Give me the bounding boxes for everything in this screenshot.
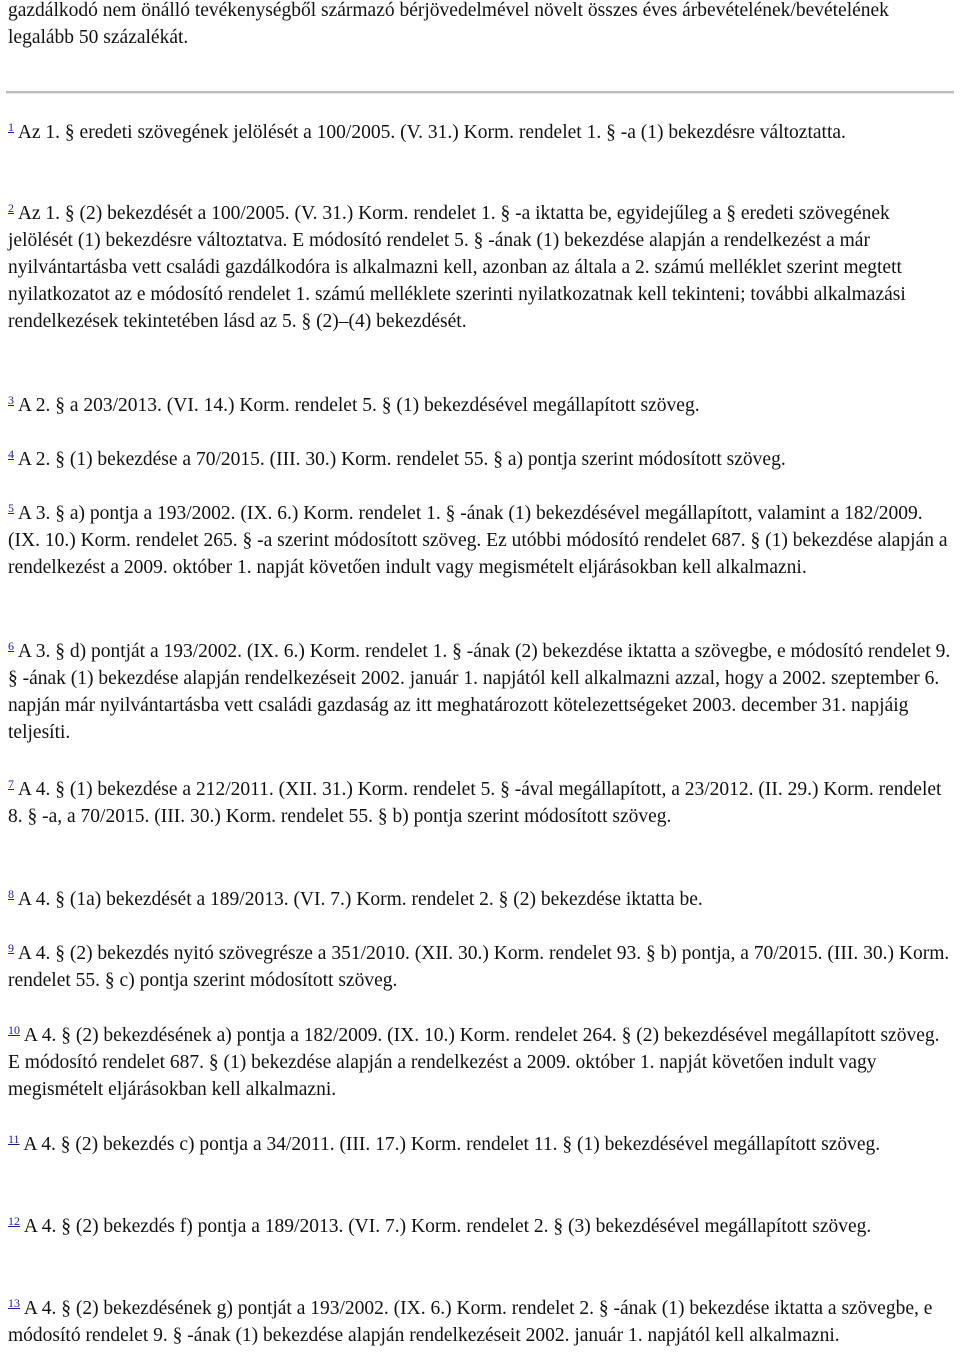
footnote-2 [8, 200, 952, 335]
footnote-number-link[interactable]: 10 [8, 1023, 20, 1037]
footnote-9 [8, 940, 952, 994]
footnote-text: A 4. § (2) bekezdés nyitó szövegrésze a 351/2010. (XII. 30.) Korm. rendelet 93. § b) pontja, a 70/2015. (III. 30.) Korm. rendelet 55. § c) pontja szerint módosított szöveg. [8, 943, 950, 991]
footnote-number-link[interactable]: 7 [8, 777, 14, 791]
footnote-number-link[interactable]: 6 [8, 639, 14, 653]
footnote-text: A 4. § (2) bekezdés f) pontja a 189/2013. (VI. 7.) Korm. rendelet 2. § (3) bekezdésével megállapított szöveg. [23, 1216, 872, 1237]
footnote-text: A 4. § (2) bekezdés c) pontja a 34/2011. (III. 17.) Korm. rendelet 11. § (1) bekezdésével megállapított szöveg. [23, 1134, 881, 1155]
footnote-text: A 2. § (1) bekezdése a 70/2015. (III. 30.) Korm. rendelet 55. § a) pontja szerint módosított szöveg. [17, 449, 786, 470]
footnote-text: A 4. § (1a) bekezdését a 189/2013. (VI. 7.) Korm. rendelet 2. § (2) bekezdése iktatta be. [17, 889, 703, 910]
footnote-6 [8, 638, 952, 746]
footnote-8 [8, 886, 952, 913]
footnote-number-link[interactable]: 13 [8, 1296, 20, 1310]
footnote-5 [8, 500, 952, 581]
footnote-number-link[interactable]: 4 [8, 447, 14, 461]
footnote-7 [8, 776, 952, 830]
footnote-3 [8, 392, 952, 419]
footnote-separator [6, 91, 954, 94]
footnote-number-link[interactable]: 5 [8, 501, 14, 515]
footnote-11 [8, 1131, 952, 1158]
footnote-4 [8, 446, 952, 473]
lead-paragraph: gazdálkodó nem önálló tevékenységből származó bérjövedelmével növelt összes éves árbevételének/bevételének legalább 50 százalékát. [8, 0, 889, 48]
footnote-1 [8, 119, 952, 146]
footnote-number-link[interactable]: 8 [8, 887, 14, 901]
footnote-text: A 4. § (2) bekezdésének g) pontját a 193/2002. (IX. 6.) Korm. rendelet 2. § -ának (1) bekezdése iktatta a szövegbe, e módosító rendelet 9. § -ának (1) bekezdése alapján rendelkezéseit 2002. január 1. napjától kell alkalmazni. [8, 1298, 933, 1346]
footnote-12 [8, 1213, 952, 1240]
footnote-text: A 3. § d) pontját a 193/2002. (IX. 6.) Korm. rendelet 1. § -ának (2) bekezdése iktatta a szövegbe, e módosító rendelet 9. § -ának (1) bekezdése alapján rendelkezéseit 2002. január 1. napjától kell alkalmazni azzal, hogy a 2002. szeptember 6. napján már nyilvántartásba vett családi gazdaság az itt meghatározott kötelezettségeket 2003. december 31. napjáig teljesíti. [8, 641, 951, 743]
footnote-number-link[interactable]: 1 [8, 120, 14, 134]
footnote-number-link[interactable]: 9 [8, 941, 14, 955]
footnote-number-link[interactable]: 2 [8, 201, 14, 215]
footnote-text: Az 1. § (2) bekezdését a 100/2005. (V. 31.) Korm. rendelet 1. § -a iktatta be, egyidejűleg a § eredeti szövegének jelölését (1) bekezdésre változtatva. E módosító rendelet 5. § -ának (1) bekezdése alapján a rendelkezést a már nyilvántartásba vett családi gazdálkodóra is alkalmazni kell, azonban az általa a 2. számú melléklet szerint megtett nyilatkozatot az e módosító rendelet 1. számú melléklete szerinti nyilatkozatnak kell tekinteni; további alkalmazási rendelkezések tekintetében lásd az 5. § (2)–(4) bekezdését. [8, 203, 906, 332]
footnote-number-link[interactable]: 12 [8, 1214, 20, 1228]
footnote-13 [8, 1295, 952, 1349]
footnote-text: A 4. § (2) bekezdésének a) pontja a 182/2009. (IX. 10.) Korm. rendelet 264. § (2) bekezdésével megállapított szöveg. E módosító rendelet 687. § (1) bekezdése alapján a rendelkezést a 2009. október 1. napját követően indult vagy megismételt eljárásokban kell alkalmazni. [8, 1025, 940, 1100]
footnote-text: A 3. § a) pontja a 193/2002. (IX. 6.) Korm. rendelet 1. § -ának (1) bekezdésével megállapított, valamint a 182/2009. (IX. 10.) Korm. rendelet 265. § -a szerint módosított szöveg. Ez utóbbi módosító rendelet 687. § (1) bekezdése alapján a rendelkezést a 2009. október 1. napját követően indult vagy megismételt eljárásokban kell alkalmazni. [8, 503, 948, 578]
footnote-text: A 4. § (1) bekezdése a 212/2011. (XII. 31.) Korm. rendelet 5. § -ával megállapított, a 23/2012. (II. 29.) Korm. rendelet 8. § -a, a 70/2015. (III. 30.) Korm. rendelet 55. § b) pontja szerint módosított szöveg. [8, 779, 942, 827]
footnote-number-link[interactable]: 3 [8, 393, 14, 407]
footnote-text: A 2. § a 203/2013. (VI. 14.) Korm. rendelet 5. § (1) bekezdésével megállapított szöveg. [17, 395, 700, 416]
footnote-number-link[interactable]: 11 [8, 1132, 20, 1146]
footnote-text: Az 1. § eredeti szövegének jelölését a 100/2005. (V. 31.) Korm. rendelet 1. § -a (1) bekezdésre változtatta. [17, 122, 846, 143]
footnote-10 [8, 1022, 952, 1103]
